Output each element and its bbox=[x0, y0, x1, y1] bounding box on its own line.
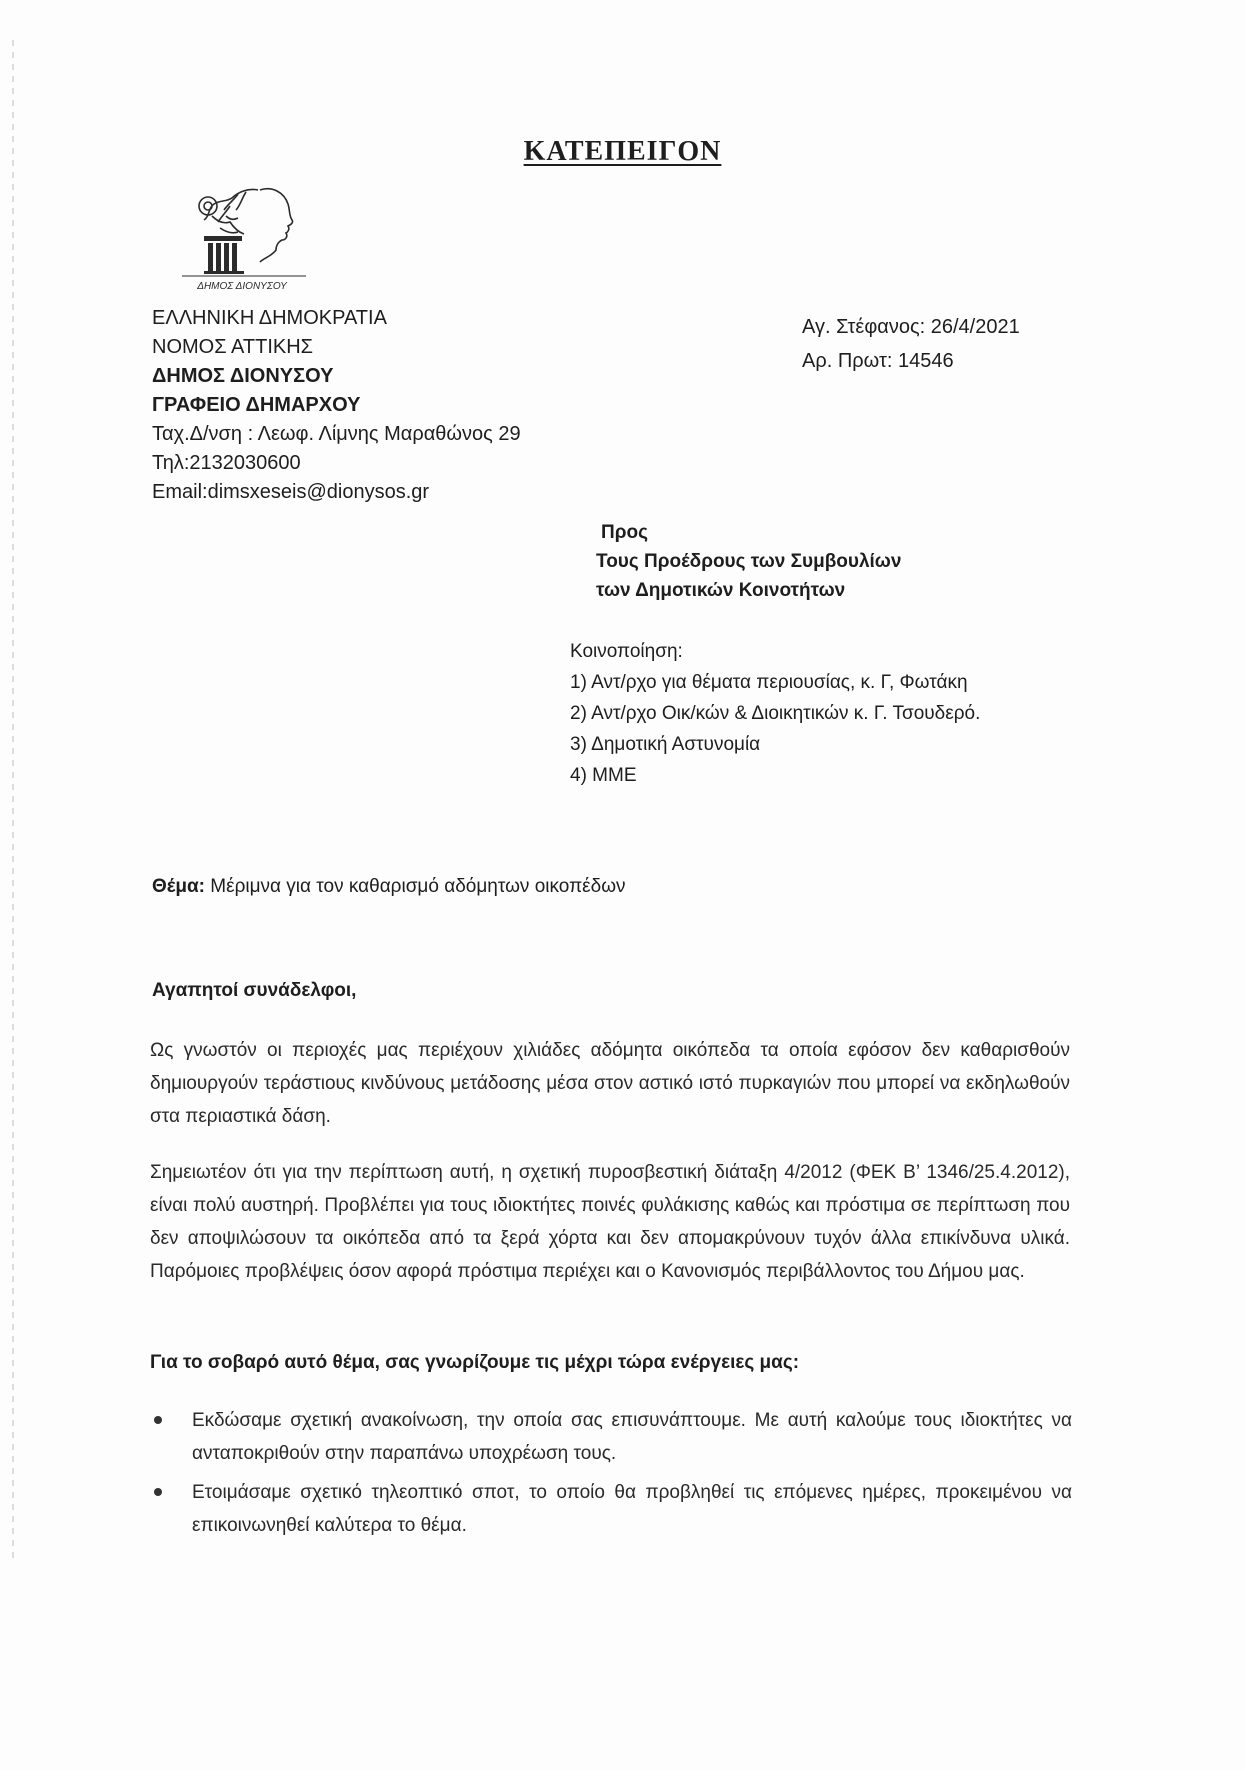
body-paragraph-1: Ως γνωστόν οι περιοχές μας περιέχουν χιλιάδες αδόμητα οικόπεδα τα οποία εφόσον δεν καθαρισθούν δημιουργούν τεράστιους κινδύνους μετάδοσης μέσα στον αστικό ιστό πυρκαγιών που μπορεί να εκδηλωθούν στα περιαστικά δάση. bbox=[150, 1040, 1070, 1127]
sender-prefecture: ΝΟΜΟΣ ΑΤΤΙΚΗΣ bbox=[152, 336, 314, 358]
list-item bbox=[150, 1476, 1072, 1542]
document-date: Αγ. Στέφανος: 26/4/2021 bbox=[802, 316, 1020, 338]
subject-line bbox=[152, 876, 626, 898]
cc-label: Κοινοποίηση: bbox=[570, 641, 683, 662]
list-item-text: Ετοιμάσαμε σχετικό τηλεοπτικό σποτ, το οποίο θα προβληθεί τις επόμενες ημέρες, προκειμένου να επικοινωνηθεί καλύτερα το θέμα. bbox=[192, 1482, 1072, 1536]
cc-block bbox=[570, 636, 980, 791]
list-item bbox=[150, 1404, 1072, 1470]
cc-item: 3) Δημοτική Αστυνομία bbox=[570, 734, 761, 755]
document-meta bbox=[802, 310, 1020, 378]
cc-item: 4) ΜΜΕ bbox=[570, 765, 637, 786]
subject-text: Μέριμνα για τον καθαρισμό αδόμητων οικοπέδων bbox=[210, 876, 626, 897]
sender-email: Email:dimsxeseis@dionysos.gr bbox=[152, 481, 430, 503]
sender-block bbox=[152, 304, 521, 507]
bullet-icon bbox=[154, 1416, 162, 1424]
sender-office: ΓΡΑΦΕΙΟ ΔΗΜΑΡΧΟΥ bbox=[152, 394, 361, 416]
cc-item: 2) Αντ/ρχο Οικ/κών & Διοικητικών κ. Γ. Τσουδερό. bbox=[570, 703, 981, 724]
actions-heading: Για το σοβαρό αυτό θέμα, σας γνωρίζουμε τις μέχρι τώρα ενέργειες μας: bbox=[150, 1352, 800, 1373]
recipient-line-1: Τους Προέδρους των Συμβουλίων bbox=[596, 551, 902, 572]
recipient-block bbox=[596, 518, 901, 605]
sender-address: Ταχ.Δ/νση : Λεωφ. Λίμνης Μαραθώνος 29 bbox=[152, 423, 521, 445]
municipality-logo bbox=[168, 176, 314, 294]
greeting: Αγαπητοί συνάδελφοι, bbox=[152, 980, 357, 1001]
body-paragraph-2: Σημειωτέον ότι για την περίπτωση αυτή, η σχετική πυροσβεστική διάταξη 4/2012 (ΦΕΚ Β’ 1346/25.4.2012), είναι πολύ αυστηρή. Προβλέπει για τους ιδιοκτήτες ποινές φυλάκισης καθώς και πρόστιμα σε περίπτωση που δεν αποψιλώσουν τα οικόπεδα από τα ξερά χόρτα και δεν απομακρύνουν τυχόν άλλα επικίνδυνα υλικά. Παρόμοιες προβλέψεις όσον αφορά πρόστιμα περιέχει και ο Κανονισμός περιβάλλοντος του Δήμου μας. bbox=[150, 1162, 1070, 1282]
logo-caption: ΔΗΜΟΣ ΔΙΟΝΥΣΟΥ bbox=[197, 281, 287, 292]
sender-municipality: ΔΗΜΟΣ ΔΙΟΝΥΣΟΥ bbox=[152, 365, 334, 387]
scan-edge bbox=[12, 40, 14, 1560]
urgent-heading bbox=[0, 136, 1245, 168]
protocol-number: Αρ. Πρωτ: 14546 bbox=[802, 350, 954, 372]
sender-phone: Τηλ:2132030600 bbox=[152, 452, 301, 474]
subject-label: Θέμα: bbox=[152, 876, 205, 897]
list-item-text: Εκδώσαμε σχετική ανακοίνωση, την οποία σας επισυνάπτουμε. Με αυτή καλούμε τους ιδιοκτήτες να ανταποκριθούν στην παραπάνω υποχρέωση τους. bbox=[192, 1410, 1072, 1464]
actions-list bbox=[150, 1404, 1072, 1548]
urgent-text: ΚΑΤΕΠΕΙΓΟΝ bbox=[523, 136, 722, 167]
sender-country: ΕΛΛΗΝΙΚΗ ΔΗΜΟΚΡΑΤΙΑ bbox=[152, 307, 387, 329]
recipient-line-2: των Δημοτικών Κοινοτήτων bbox=[596, 580, 846, 601]
cc-item: 1) Αντ/ρχο για θέματα περιουσίας, κ. Γ, Φωτάκη bbox=[570, 672, 968, 693]
recipient-heading: Προς bbox=[601, 522, 648, 543]
bullet-icon bbox=[154, 1488, 162, 1496]
